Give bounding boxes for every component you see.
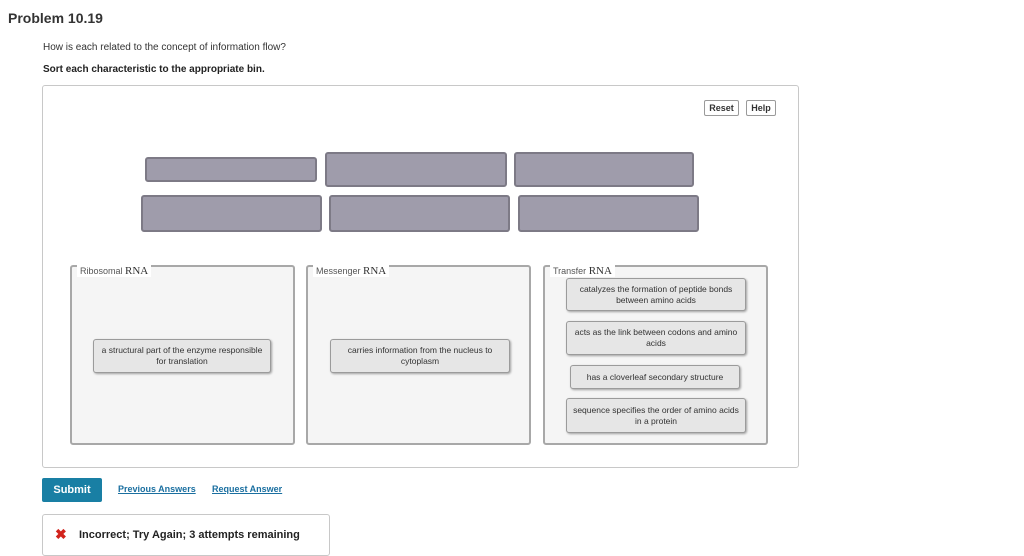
feedback-box: [42, 514, 330, 556]
empty-card-slot[interactable]: [518, 195, 699, 232]
empty-card-slot[interactable]: [329, 195, 510, 232]
previous-answers-link[interactable]: Previous Answers: [118, 484, 196, 494]
request-answer-link[interactable]: Request Answer: [212, 484, 283, 494]
answer-card[interactable]: carries information from the nucleus to cytoplasm: [330, 339, 510, 373]
problem-title: Problem 10.19: [8, 10, 103, 26]
instruction-text: Sort each characteristic to the appropriate bin.: [43, 64, 265, 75]
answer-card[interactable]: a structural part of the enzyme responsible for translation: [93, 339, 271, 373]
question-text: How is each related to the concept of information flow?: [43, 42, 286, 53]
empty-card-slot[interactable]: [325, 152, 507, 187]
reset-button[interactable]: Reset: [704, 100, 739, 116]
answer-card[interactable]: acts as the link between codons and amino acids: [566, 321, 746, 355]
empty-card-slot[interactable]: [145, 157, 317, 182]
feedback-message: Incorrect; Try Again; 3 attempts remaining: [79, 529, 300, 541]
answer-card[interactable]: sequence specifies the order of amino acids in a protein: [566, 398, 746, 433]
bin-label: Messenger RNA: [313, 265, 389, 277]
answer-card[interactable]: catalyzes the formation of peptide bonds between amino acids: [566, 278, 746, 311]
empty-card-slot[interactable]: [514, 152, 694, 187]
empty-card-slot[interactable]: [141, 195, 322, 232]
bin-label: Ribosomal RNA: [77, 265, 151, 277]
help-button[interactable]: Help: [746, 100, 776, 116]
answer-card[interactable]: has a cloverleaf secondary structure: [570, 365, 740, 389]
submit-button[interactable]: Submit: [42, 478, 102, 502]
bin-label: Transfer RNA: [550, 265, 615, 277]
x-icon: ✖: [55, 526, 67, 542]
